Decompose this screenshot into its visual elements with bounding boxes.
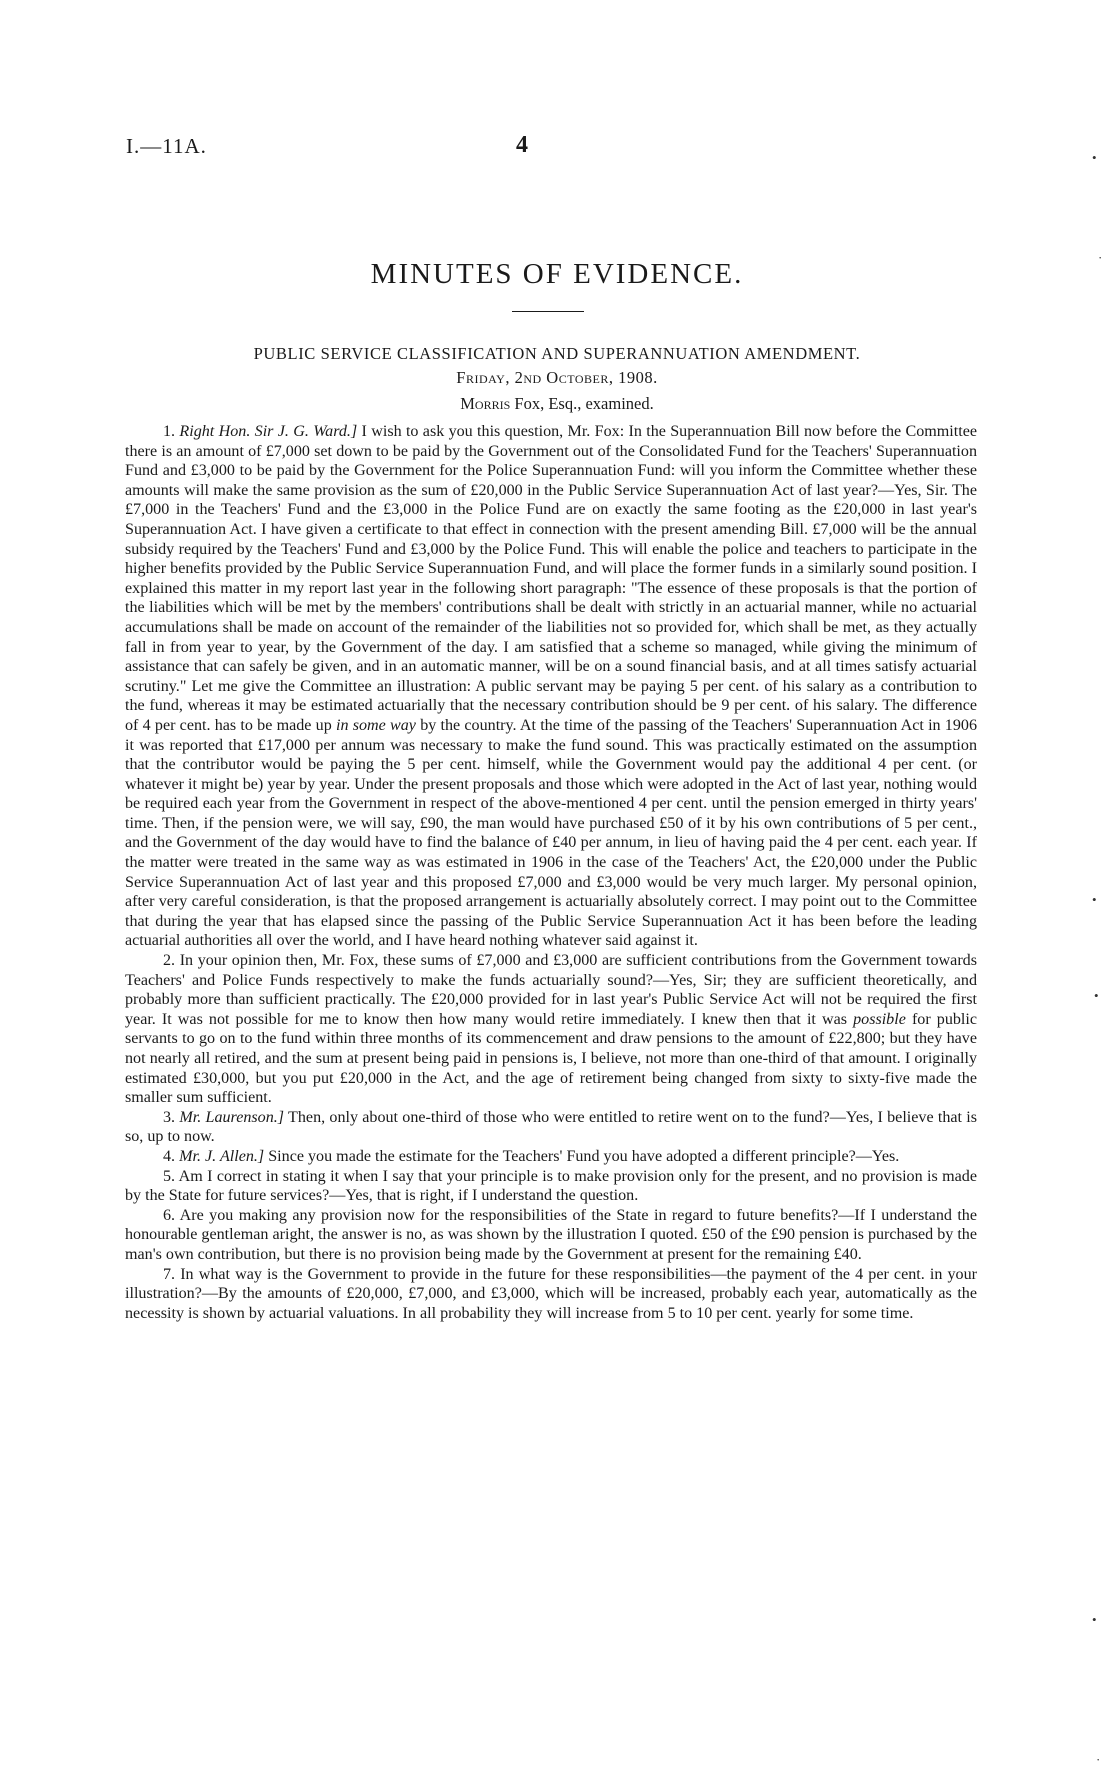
paragraph-text: Then, only about one-third of those who were entitled to retire went on to the fund?—Yes, I believe that is so, up to now. — [125, 1108, 977, 1146]
question-number: 1. — [163, 423, 176, 440]
margin-speck-mark: • — [1092, 1612, 1097, 1627]
speaker-name: Mr. Laurenson.] — [179, 1108, 285, 1126]
question-number: 2. — [163, 952, 176, 970]
page-number: 4 — [516, 132, 528, 158]
emphasis-text: possible — [853, 1010, 906, 1028]
paragraph-text: In what way is the Government to provide in the future for these responsibilities—the payment of the 4 per cent. in your illustration?—By the amounts of £20,000, £7,000, and £3,000, which will be increased, probably each year, automatically as the necessity is shown by actuarial valuations. In all probability they will increase from 5 to 10 per cent. yearly for some time. — [125, 1265, 977, 1322]
witness-suffix: Fox, Esq., examined. — [510, 394, 654, 413]
speaker-name: Right Hon. Sir J. G. Ward.] — [179, 423, 358, 440]
question-number: 3. — [163, 1108, 176, 1126]
margin-speck-mark: • — [1092, 150, 1097, 165]
question-number: 4. — [163, 1147, 176, 1165]
title-divider — [512, 311, 584, 312]
paragraph-text: Since you made the estimate for the Teachers' Fund you have adopted a different principle?—Yes. — [268, 1147, 900, 1165]
evidence-paragraph-4 — [125, 1147, 977, 1167]
page-title: MINUTES OF EVIDENCE. — [370, 258, 744, 290]
paragraph-text: I wish to ask you this question, Mr. Fox: In the Superannuation Bill now before the Committee there is an amount of £7,000 set down to be paid by the Government out of the Consolidated Fund for the Teachers' Superannuation Fund and £3,000 to be paid by the Government for the Police Superannuation Fund: will you inform the Committee whether these amounts will make the same provision as the sum of £20,000 in the Public Service Superannuation Act of last year?—Yes, Sir. The £7,000 in the Teachers' Fund and the £3,000 in the Police Fund are on exactly the same footing as the £20,000 in last year's Superannuation Act. I have given a certificate to that effect in connection with the present amending Bill. £7,000 will be the annual subsidy required by the Teachers' Fund and £3,000 by the Police Fund. This will enable the police and teachers to participate in the higher benefits provided by the Public Service Superannuation Fund, and will place the former funds in a similarly sound position. I explained this matter in my report last year in the following short paragraph: "The essence of these proposals is that the portion of the liabilities which will be met by the members' contributions shall be dealt with strictly in an actuarial manner, while no actuarial accumulations shall be made on account of the remainder of the liabilities not so provided for, which shall be met, as they actually fall in from year to year, by the Government of the day. I am satisfied that a scheme so managed, while giving the minimum of assistance that can safely be given, and in an automatic manner, will be on a sound financial basis, and at all times satisfy actuarial scrutiny." Let me give the Committee an illustration: A public servant may be paying 5 per cent. of his salary as a contribution to the fund, whereas it may be estimated actuarially that the necessary contribution should be 9 per cent. of his salary. The difference of 4 per cent. has to be made up — [125, 423, 977, 734]
paragraph-text: Are you making any provision now for the responsibilities of the State in regard to future benefits?—If I understand the honourable gentleman aright, the answer is no, as was shown by the illustration I quoted. £50 of the £90 pension is purchased by the man's own contribution, but there is no provision being made by the Government at present for the remaining £40. — [125, 1206, 977, 1263]
paragraph-text: In your opinion then, Mr. Fox, these sums of £7,000 and £3,000 are sufficient contributions from the Government towards Teachers' and Police Funds respectively to make the funds actuarially sound?—Yes, Sir; they are sufficient theoretically, and probably more than sufficient practically. The £20,000 provided for in last year's Public Service Act will not be required the first year. It was not possible for me to know then how many would retire immediately. I knew then that it was — [125, 952, 977, 1028]
witness-name: Morris — [460, 394, 511, 413]
paragraph-text-continued: for public servants to go on to the fund within three months of its commencement and draw pensions to the amount of £22,800; but they have not nearly all retired, and the sum at present being paid in pensions is, I believe, not more than one-third of that amount. I originally estimated £30,000, but you put £20,000 in the Act, and the age of retirement being changed from sixty to sixty-five made the smaller sum sufficient. — [125, 1010, 978, 1107]
margin-speck-mark: • — [1092, 892, 1097, 907]
paragraph-text: Am I correct in stating it when I say that your principle is to make provision only for the present, and no provision is made by the State for future services?—Yes, that is right, if I understand the question. — [125, 1167, 977, 1205]
evidence-body — [125, 422, 977, 1323]
evidence-paragraph-3 — [125, 1108, 977, 1147]
question-number: 5. — [163, 1167, 176, 1185]
speaker-name: Mr. J. Allen.] — [179, 1147, 265, 1165]
paper-reference: I.—11A. — [126, 134, 207, 158]
margin-speck-mark: · — [1096, 1752, 1101, 1767]
evidence-paragraph-6 — [125, 1206, 977, 1265]
evidence-paragraph-1 — [125, 422, 977, 951]
emphasis-text: in some way — [335, 716, 416, 734]
evidence-paragraph-7 — [125, 1265, 977, 1324]
bill-subtitle: PUBLIC SERVICE CLASSIFICATION AND SUPERANNUATION AMENDMENT. — [253, 344, 861, 363]
question-number: 7. — [163, 1265, 176, 1283]
paragraph-text-continued: by the country. At the time of the passing of the Teachers' Superannuation Act in 1906 it was reported that £17,000 per annum was necessary to make the fund sound. This was practically estimated on the assumption that the contributor would be paying the 5 per cent. himself, while the Government would pay the additional 4 per cent. (or whatever it might be) year by year. Under the present proposals and those which were adopted in the Act of last year, nothing would be required each year from the Government in respect of the above-mentioned 4 per cent. until the pension emerged in thirty years' time. Then, if the pension were, we will say, £90, the man would have purchased £50 of it by his own contributions of 5 per cent., and the Government of the day would have to find the balance of £40 per annum, in lieu of having paid the 4 per cent. each year. If the matter were treated in the same way as was estimated in 1906 in the case of the Teachers' Act, the £20,000 under the Public Service Superannuation Act of last year and this proposed £7,000 and £3,000 would be very much larger. My personal opinion, after very careful consideration, is that the proposed arrangement is actuarially absolutely correct. I may point out to the Committee that during the year that has elapsed since the passing of the Public Service Superannuation Act it has been before the leading actuarial authorities all over the world, and I have heard nothing whatever said against it. — [125, 716, 977, 950]
evidence-paragraph-5 — [125, 1167, 977, 1206]
margin-speck-mark: • — [1094, 988, 1099, 1003]
evidence-paragraph-2 — [125, 951, 977, 1108]
margin-speck-mark: · — [1098, 250, 1103, 265]
witness-line — [0, 394, 1114, 414]
question-number: 6. — [163, 1206, 176, 1224]
sitting-date: Friday, 2nd October, 1908. — [456, 368, 658, 387]
